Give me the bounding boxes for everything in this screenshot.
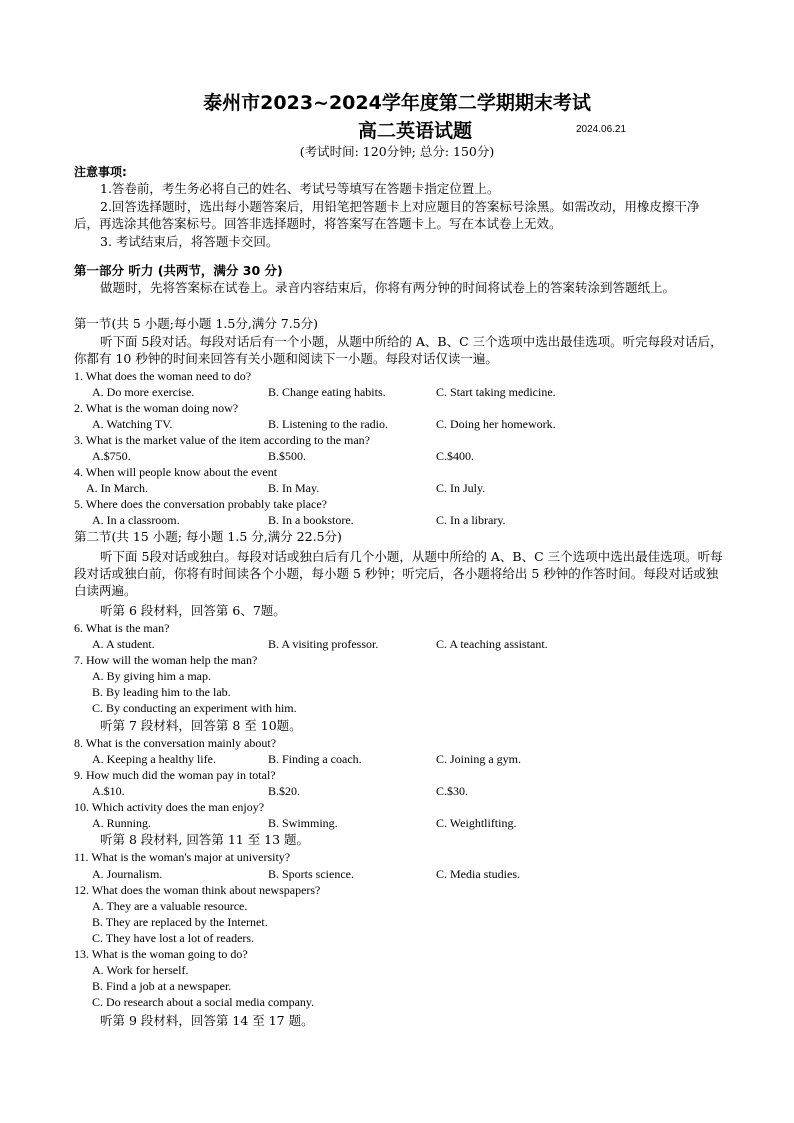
question-8: 8. What is the conversation mainly about? [74,736,277,750]
exam-info: (考试时间: 120分钟; 总分: 150分) [299,144,495,159]
option-5b: B. In a bookstore. [268,513,354,527]
option-12a: A. They are a valuable resource. [92,899,248,913]
notice-item-3: 3. 考试结束后，将答题卡交回。 [100,234,279,249]
option-13b: B. Find a job at a newspaper. [92,979,232,993]
question-1: 1. What does the woman need to do? [74,369,252,383]
option-11a: A. Journalism. [92,867,163,881]
question-13: 13. What is the woman going to do? [74,947,248,961]
option-6c: C. A teaching assistant. [436,637,548,651]
material-8-note: 听第 8 段材料, 回答第 11 至 13 题。 [100,832,310,847]
question-3: 3. What is the market value of the item according to the man? [74,433,371,447]
section1-heading: 第一节(共 5 小题;每小题 1.5分,满分 7.5分) [74,316,319,331]
exam-date: 2024.06.21 [576,124,627,135]
question-12: 12. What does the woman think about newspapers? [74,883,321,897]
question-6: 6. What is the man? [74,621,170,635]
option-2b: B. Listening to the radio. [268,417,388,431]
question-11: 11. What is the woman's major at university? [74,850,291,864]
notice-item-1: 1.答卷前，考生务必将自己的姓名、考试号等填写在答题卡指定位置上。 [100,181,500,196]
option-5c: C. In a library. [436,513,506,527]
option-2c: C. Doing her homework. [436,417,556,431]
option-3c: C.$400. [436,449,475,463]
option-3b: B.$500. [268,449,307,463]
option-13c: C. Do research about a social media company. [92,995,315,1009]
material-7-note: 听第 7 段材料，回答第 8 至 10题。 [100,718,302,733]
exam-subject-title: 高二英语试题 [358,120,473,142]
question-9: 9. How much did the woman pay in total? [74,768,276,782]
option-7b: B. By leading him to the lab. [92,685,231,699]
option-8c: C. Joining a gym. [436,752,522,766]
option-4c: C. In July. [436,481,486,495]
exam-title: 泰州市2023~2024学年度第二学期期末考试 [203,92,591,114]
option-10c: C. Weightlifting. [436,816,517,830]
option-9c: C.$30. [436,784,469,798]
part1-intro: 做题时，先将答案标在试卷上。录音内容结束后，你将有两分钟的时间将试卷上的答案转涂到答题纸上。 [100,280,676,295]
option-11b: B. Sports science. [268,867,354,881]
option-12c: C. They have lost a lot of readers. [92,931,255,945]
notice-heading: 注意事项: [74,165,127,179]
option-11c: C. Media studies. [436,867,520,881]
option-7c: C. By conducting an experiment with him. [92,701,297,715]
option-12b: B. They are replaced by the Internet. [92,915,268,929]
option-9b: B.$20. [268,784,301,798]
question-2: 2. What is the woman doing now? [74,401,239,415]
option-9a: A.$10. [92,784,125,798]
question-10: 10. Which activity does the man enjoy? [74,800,265,814]
section2-intro: 听下面 5段对话或独白。每段对话或独白后有几个小题，从题中所给的 A、B、C 三个选项中选出最佳选项。听每段对话或独白前，你将有时间读各个小题，每小题 5 秒钟；听完后，各小题将给出 5 秒钟的作答时间。每段对话或独白读两遍。 [74,549,723,598]
option-5a: A. In a classroom. [92,513,180,527]
notice-item-2: 2.回答选择题时，选出每小题答案后，用铅笔把答题卡上对应题目的答案标号涂黑。如需改动，用橡皮擦干净后，再选涂其他答案标号。回答非选择题时，将答案写在答题卡上。写在本试卷上无效。 [74,199,700,231]
material-6-note: 听第 6 段材料，回答第 6、7题。 [100,603,286,618]
option-7a: A. By giving him a map. [92,669,211,683]
option-13a: A. Work for herself. [92,963,189,977]
option-1c: C. Start taking medicine. [436,385,556,399]
option-1b: B. Change eating habits. [268,385,386,399]
question-7: 7. How will the woman help the man? [74,653,258,667]
section2-heading: 第二节(共 15 小题; 每小题 1.5 分,满分 22.5分) [74,529,342,544]
question-4: 4. When will people know about the event [74,465,278,479]
option-8b: B. Finding a coach. [268,752,362,766]
option-2a: A. Watching TV. [92,417,173,431]
question-5: 5. Where does the conversation probably take place? [74,497,328,511]
part1-heading: 第一部分 听力 (共两节，满分 30 分) [74,263,283,278]
option-1a: A. Do more exercise. [92,385,195,399]
option-4b: B. In May. [268,481,320,495]
option-3a: A.$750. [92,449,131,463]
option-10b: B. Swimming. [268,816,338,830]
option-10a: A. Running. [92,816,152,830]
material-9-note: 听第 9 段材料，回答第 14 至 17 题。 [100,1013,314,1028]
section1-intro: 听下面 5段对话。每段对话后有一个小题，从题中所给的 A、B、C 三个选项中选出最佳选项。听完每段对话后，你都有 10 秒钟的时间来回答有关小题和阅读下一小题。每段对话仅读一遍。 [74,334,723,366]
option-4a: A. In March. [86,481,148,495]
option-6a: A. A student. [92,637,155,651]
option-8a: A. Keeping a healthy life. [92,752,216,766]
option-6b: B. A visiting professor. [268,637,379,651]
